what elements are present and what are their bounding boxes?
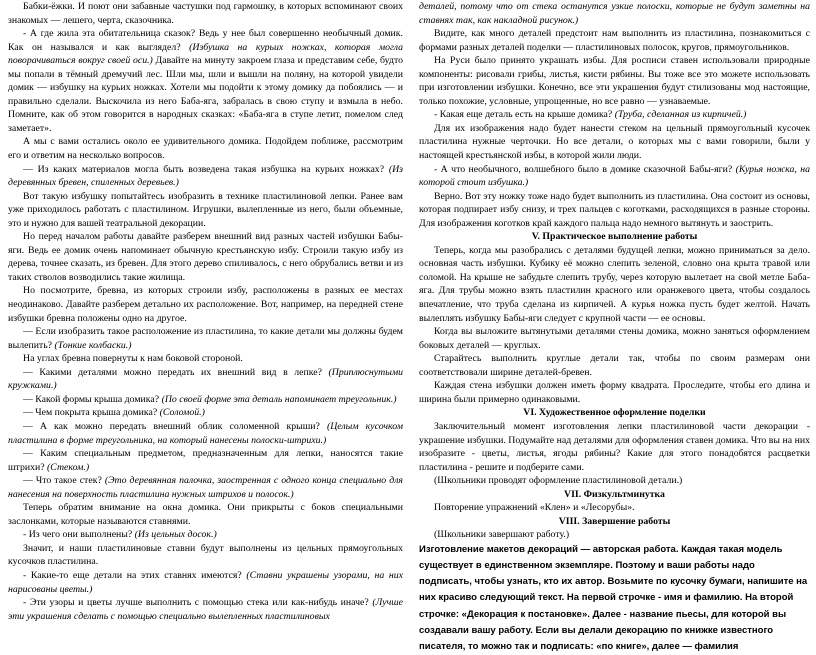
paragraph-text: — Каким специальным предметом, предназначенным для лепки, наносятся такие штрихи? [8,448,403,473]
paragraph-text: - А где жила эта обитательница сказок? Ведь у нее был совершенно необычный домик. Как он назывался и как выглядел? [8,28,403,53]
italic-answer: (Из цельных досок.) [134,529,217,541]
italic-answer: (Приплюснутыми кружками.) [8,366,403,392]
paragraph [419,379,810,406]
paragraph-text: Вот такую избушку попытайтесь изобразить в технике пластилиновой лепки. Ранее вам уже приходилось работать с пластилином. Игрушки, вылепленные из него, были объемные, это и нужно для вашей театральной декорации. [8,190,403,229]
paragraph-text: — Из каких материалов могла быть возведена такая избушка на курьих ножках? [23,163,389,175]
paragraph [8,366,403,393]
section-heading [419,230,810,244]
paragraph-text: Верно. Вот эту ножку тоже надо будет выполнить из пластилина. Она состоит из основы, которая подпирает избу снизу, и трех пальцев с коготками, расходящихся в разные стороны. Для изображения коготков край каждого пальца надо немного вытянуть и заострить. [419,190,810,229]
paragraph [419,352,810,379]
section-heading [419,488,810,502]
paragraph [8,474,403,501]
paragraph [8,447,403,474]
paragraph [419,528,810,542]
paragraph [8,528,403,542]
paragraph-text: — Что такое стек? [23,475,105,487]
paragraph [419,163,810,190]
italic-answer: (Труба, сделанная из кирпичей.) [614,109,747,121]
closing-paragraph: Изготовление макетов декораций — авторская работа. Каждая такая модель существует в единственном экземпляре. Поэтому и ваши работы надо подписать, чтобы узнать, кто их автор. Возьмите по кусочку бумаги, напишите на них красиво следующий текст. На первой строчке - имя и фамилию. На второй строчке: «Декорация к постановке». Далее - название пьесы, для которой вы создавали вашу работу. Если вы делали декорацию по книжке известного писателя, то можно так и подписать: «по книге», далее — фамилия [419,543,808,653]
paragraph-text: — Какой формы крыша домика? [23,393,162,405]
paragraph-text: Бабки-ёжки. И поют они забавные частушки под гармошку, в которых вспоминают своих знакомых — лешего, черта, сказочника. [8,1,403,26]
paragraph-text-continued: Давайте на минуту закроем глаза и представим себе, будто мы попали в тёмный дремучий лес. Шли мы, шли и вышли на поляну, на которой увидели домик — избушку на курьих ножках. Хотели мы подойти к этому домику да побоялись — и правильно сделали. Выскочила из него Баба-яга, забралась в свою ступу и взмыла в небо. Помните, как об этом говорится в народных сказках: «Баба-яга в ступе летит, помелом след заметает». [8,55,403,134]
paragraph [8,569,403,596]
paragraph-text: Старайтесь выполнить круглые детали так, чтобы по своим размерам они соответствовали ширине деталей-бревен. [419,353,810,378]
paragraph-text: Теперь, когда мы разобрались с деталями будущей лепки, можно приниматься за дело. основная часть избушки. Кубику её можно слепить зеленой, словно она крыта травой или соломой. На крыше не забудьте слепить трубу, через которую вылетает на свой метле Баба-яга. Для трубы можно взять пластилин красного или оранжевого цвета, чтобы создалось впечатление, что труба сделана из кирпичей. А курья ножка пусть будет желтой. Начать вылеплять избушку Бабы-яги следует с крупной части — ее основы. [419,244,810,324]
paragraph [8,0,403,27]
paragraph-text: - Какие-то еще детали на этих ставнях имеются? [23,569,247,581]
paragraph [419,108,810,122]
paragraph-text: Каждая стена избушки должен иметь форму квадрата. Проследите, чтобы его длина и ширина были примерно одинаковыми. [419,380,810,405]
paragraph-text: V. Практическое выполнение работы [531,231,698,243]
paragraph-text: - Из чего они выполнены? [23,529,135,541]
paragraph-text: — А как можно передать внешний облик соломенной крыши? [23,420,327,432]
italic-answer: (По своей форме эта деталь напоминает треугольник.) [161,393,397,405]
paragraph-text: Теперь обратим внимание на окна домика. Они прикрыты с боков специальными заслонками, которые называются ставнями. [8,502,403,527]
paragraph-text: — Чем покрыта крыша домика? [23,407,160,419]
paragraph-text: На углах бревна повернуты к нам боковой стороной. [23,353,243,365]
paragraph [8,542,403,569]
italic-answer: (Ставни украшены узорами, на них нарисованы цветы.) [8,569,403,595]
paragraph [8,163,403,190]
paragraph [419,190,810,231]
paragraph [8,325,403,352]
paragraph [419,54,810,108]
paragraph [8,596,403,623]
paragraph [8,393,403,407]
paragraph [419,244,810,325]
paragraph [8,501,403,528]
section-heading [419,515,810,529]
paragraph [419,0,810,27]
paragraph-text: Значит, и наши пластилиновые ставни будут выполнены из цельных прямоугольных кусочков пластилина. [8,542,403,568]
paragraph [8,352,403,366]
paragraph [8,420,403,447]
paragraph [419,420,810,474]
italic-answer: (Стеком.) [47,461,90,473]
italic-answer: деталей, потому что от стека останутся узкие полоски, которые не будут заметны на ставнях так, как накладной рисунок.) [419,1,810,26]
paragraph-text: VII. Физкультминутка [564,488,665,500]
italic-answer: (Из деревянных бревен, спиленных деревьев.) [8,163,403,189]
paragraph [419,325,810,352]
paragraph [8,190,403,231]
paragraph-text: Но перед началом работы давайте разберем внешний вид разных частей избушки Бабы-яги. Ведь ее домик очень напоминает обычную крестьянскую избу. Строили такую избу из дерева, точнее сказать, из бревен. Для этого дерево спиливалось, с него обрубались ветви и из таких стволов возводились такие жилища. [8,231,403,283]
section-heading [419,406,810,420]
left-column [8,0,403,623]
paragraph-text: - А что необычного, волшебного было в домике сказочной Бабы-яги? [434,163,736,175]
italic-answer: (Курья ножка, на которой стоит избушка.) [419,163,810,189]
paragraph [8,406,403,420]
paragraph [8,284,403,325]
italic-answer: (Это деревянная палочка, заостренная с одного конца специально для нанесения на поверхность пластилина нужных штрихов и полосок.) [8,475,403,500]
paragraph-text: Когда вы выложите вытянутыми деталями стены домика, можно заняться оформлением боковых деталей — круглых. [419,326,810,351]
paragraph [8,27,403,135]
paragraph [419,474,810,488]
paragraph-text: (Школьники завершают работу.) [434,529,570,541]
paragraph-text: На Руси было принято украшать избы. Для росписи ставен использовали природные компоненты: рисовали грибы, листья, кисти рябины. Вы тоже все это можете использовать при изготовлении избушки. Конечно, все эти украшения будут стилизованы мод настоящие, только похожие, условные, упрощенные, но все равно — узнаваемые. [419,55,810,107]
italic-answer: (Избушка на курьих ножках, которая могла поворачиваться вокруг своей оси.) [8,41,403,67]
paragraph [419,122,810,163]
paragraph [419,501,810,515]
paragraph-text: Но посмотрите, бревна, из которых строили избу, расположены в разных ее местах неодинаково. Давайте разберем детально их расположение. Вот, например, на передней стене избушки бревна положены одно на другое. [8,285,403,324]
paragraph-text: (Школьники проводят оформление пластилиновой детали.) [434,475,683,487]
paragraph [8,230,403,284]
paragraph-text: VI. Художественное оформление поделки [523,407,706,419]
paragraph-text: Для их изображения надо будет нанести стеком на цельный прямоугольный кусочек пластилина нужные черточки. Но все детали, о которых мы с вами говорили, были у настоящей крестьянской избы, в которой жили люди. [419,122,810,162]
paragraph-text: — Если изобразить такое расположение из пластилина, то какие детали мы должны будем вылепить? [8,326,403,351]
paragraph-text: - Эти узоры и цветы лучше выполнить с помощью стека или как-нибудь иначе? [23,597,373,609]
italic-answer: (Тонкие колбаски.) [54,339,132,351]
paragraph [419,27,810,54]
paragraph-text: Заключительный момент изготовления лепки пластилиновой части декорации - украшение избушки. Подумайте над деталями для оформления ставен домика. Что вы на них изобразите - цветы, листья, ягоды рябины? Какие для этого понадобятся расцветки пластилина - решите и подберите сами. [419,420,810,473]
right-column [419,0,810,655]
italic-answer: (Целым кусочком пластилина в форме треугольника, на который нанесены полоски-штрихи.) [8,420,403,446]
italic-answer: (Лучше эти украшения сделать с помощью специально вылепленных пластилиновых [8,597,403,622]
paragraph-text: Повторение упражнений «Клен» и «Лесорубы». [434,502,635,514]
paragraph-text: Видите, как много деталей предстоит нам выполнить из пластилина, познакомиться с формами разных деталей поделки — пластилиновых полосок, кругов, прямоугольников. [419,28,810,53]
paragraph-text: - Какая еще деталь есть на крыше домика? [434,109,615,121]
paragraph-text: А мы с вами остались около ее удивительного домика. Подойдем поближе, рассмотрим его и ответим на несколько вопросов. [8,136,403,162]
italic-answer: (Соломой.) [159,407,205,419]
paragraph [8,135,403,162]
paragraph-text: VIII. Завершение работы [558,515,671,527]
paragraph-text: — Какими деталями можно передать их внешний вид в лепке? [23,366,329,378]
